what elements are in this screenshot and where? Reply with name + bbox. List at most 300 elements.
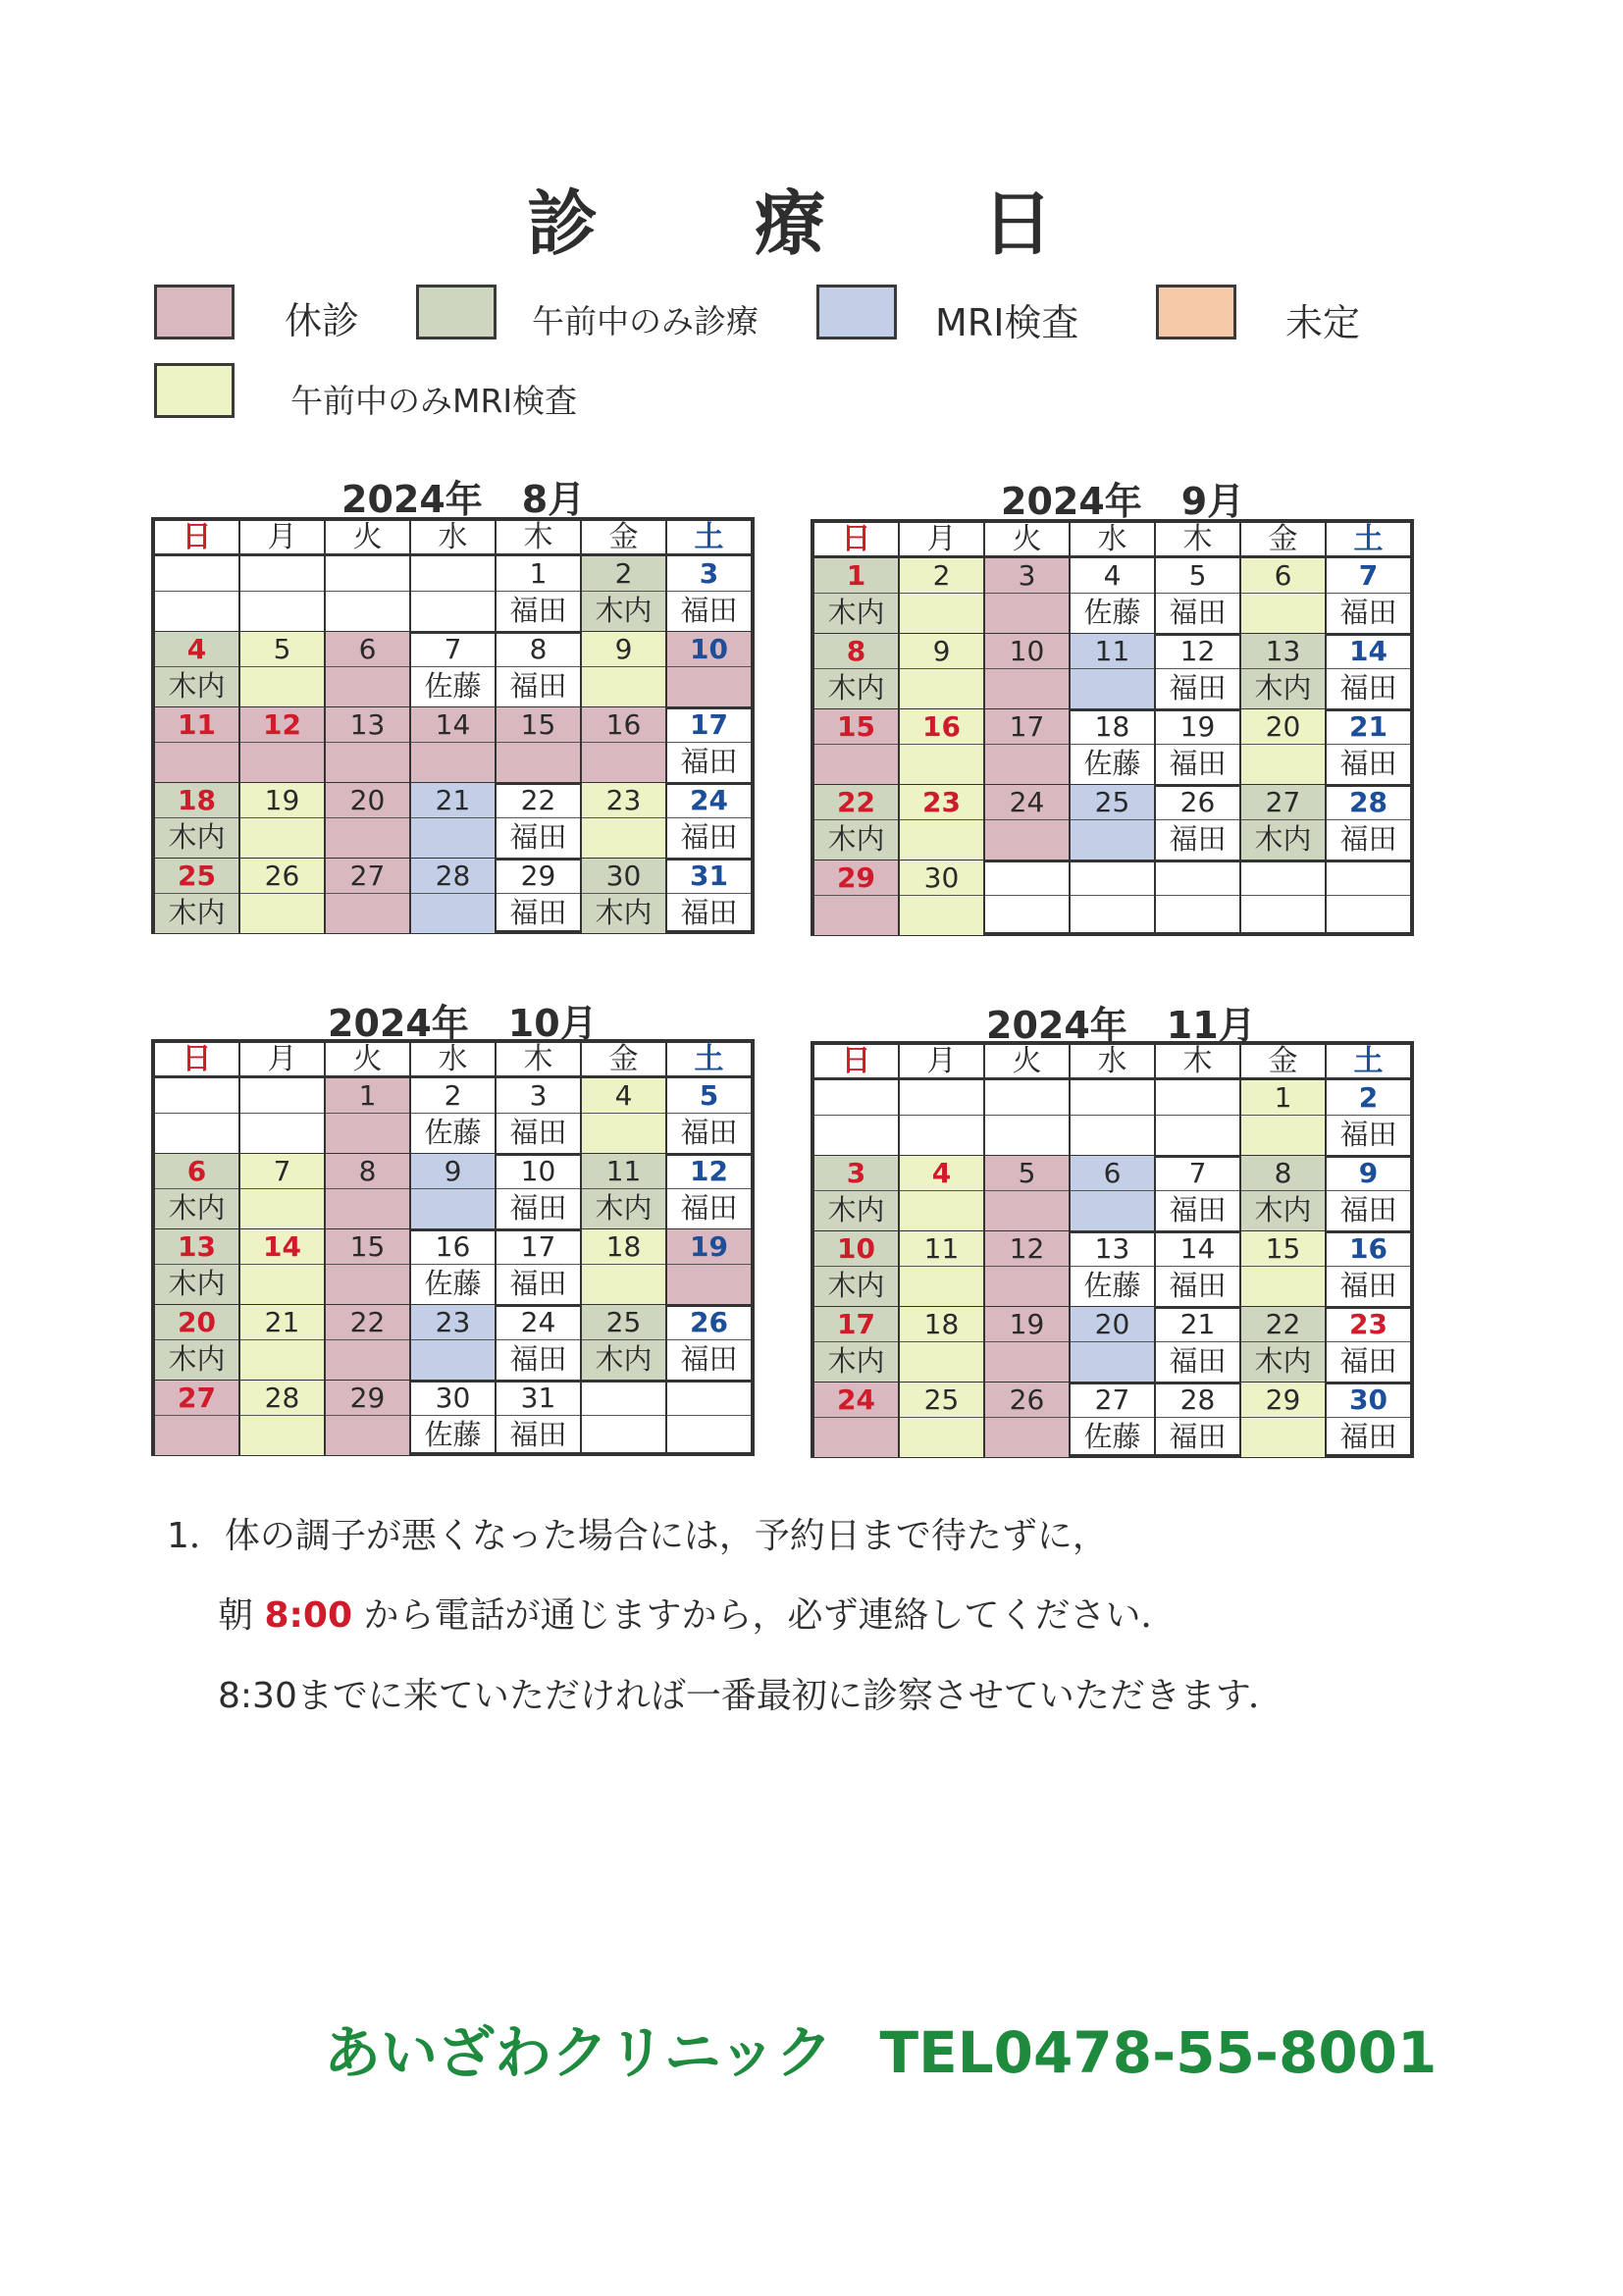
calendar-day <box>1154 558 1239 633</box>
day-number: 20 <box>326 783 409 818</box>
day-number: 20 <box>1071 1307 1154 1342</box>
calendar-day <box>580 1078 665 1153</box>
weekday-label: 金 <box>1239 523 1325 555</box>
day-number: 3 <box>814 1156 898 1191</box>
day-number: 17 <box>497 1229 580 1265</box>
day-doctor: 木内 <box>168 1342 226 1376</box>
week-row <box>155 556 751 634</box>
day-doctor <box>240 1265 324 1304</box>
day-number <box>155 1078 238 1114</box>
calendar-day <box>814 861 898 935</box>
day-doctor: 福田 <box>1339 1118 1397 1151</box>
day-number: 17 <box>985 709 1069 745</box>
day-number: 8 <box>497 632 580 667</box>
day-number: 3 <box>985 558 1069 594</box>
calendar-day <box>238 707 324 782</box>
weekday-label: 日 <box>841 522 871 556</box>
calendar-day <box>1325 709 1410 784</box>
calendar-day <box>409 1381 495 1455</box>
day-doctor: 木内 <box>1254 671 1312 704</box>
day-doctor: 木内 <box>1254 1344 1312 1378</box>
day-doctor <box>497 743 580 782</box>
day-number: 11 <box>582 1154 665 1189</box>
day-number: 2 <box>1327 1080 1410 1116</box>
day-number: 4 <box>900 1156 983 1191</box>
weekday-label: 木 <box>1154 1045 1239 1077</box>
calendar-day <box>814 785 898 860</box>
day-number: 31 <box>497 1381 580 1416</box>
day-number <box>411 556 495 592</box>
day-number: 11 <box>155 707 238 743</box>
calendar-day <box>1069 785 1154 860</box>
day-number: 2 <box>900 558 983 594</box>
day-doctor <box>985 1267 1069 1306</box>
calendar-day <box>238 1305 324 1380</box>
day-doctor: 福田 <box>1339 1269 1397 1302</box>
day-doctor: 福田 <box>509 1116 567 1149</box>
day-doctor: 木内 <box>827 1344 885 1378</box>
day-number: 4 <box>582 1078 665 1114</box>
calendar-day <box>1239 785 1325 860</box>
calendar-day <box>1325 1383 1410 1457</box>
week-row <box>814 1231 1410 1309</box>
day-number: 7 <box>240 1154 324 1189</box>
day-number: 28 <box>1327 785 1410 820</box>
calendar-day <box>665 632 751 706</box>
calendar-day <box>238 1381 324 1455</box>
day-doctor <box>985 1342 1069 1382</box>
calendar-day <box>1325 861 1410 935</box>
day-number <box>985 1080 1069 1116</box>
weekday-label: 日 <box>182 520 212 554</box>
calendar-day <box>495 707 580 782</box>
calendar-day <box>1239 634 1325 708</box>
day-doctor <box>1071 820 1154 860</box>
calendar-day <box>155 1078 238 1153</box>
day-doctor <box>155 592 238 631</box>
calendar-day <box>1154 1156 1239 1230</box>
week-row <box>155 783 751 861</box>
day-doctor <box>582 818 665 858</box>
day-number: 23 <box>900 785 983 820</box>
day-number: 22 <box>497 783 580 818</box>
day-doctor <box>240 1416 324 1455</box>
calendar-day <box>580 556 665 631</box>
week-row <box>155 1381 751 1455</box>
day-doctor: 木内 <box>827 596 885 629</box>
calendar-day <box>409 556 495 631</box>
day-number: 25 <box>582 1305 665 1340</box>
day-doctor <box>411 592 495 631</box>
day-doctor: 福田 <box>509 1342 567 1376</box>
note-line-1: 1．体の調子が悪くなった場合には，予約日まで待たずに， <box>167 1516 1108 1556</box>
day-doctor <box>1327 896 1410 935</box>
calendar-nov <box>811 1041 1414 1458</box>
weekday-label: 木 <box>495 521 580 553</box>
day-doctor: 木内 <box>827 822 885 856</box>
calendar-day <box>1154 1231 1239 1306</box>
weekday-label: 水 <box>409 1043 495 1075</box>
weekday-label: 木 <box>495 1043 580 1075</box>
calendar-day <box>1239 1383 1325 1457</box>
legend-swatch-am-mri <box>154 363 235 418</box>
day-number: 10 <box>985 634 1069 669</box>
day-number: 2 <box>582 556 665 592</box>
legend-swatch-undecided <box>1156 285 1236 339</box>
week-row <box>814 1080 1410 1158</box>
calendar-day <box>983 634 1069 708</box>
day-doctor <box>582 667 665 706</box>
calendar-day <box>983 1307 1069 1382</box>
day-doctor: 福田 <box>509 1418 567 1451</box>
day-number: 20 <box>1241 709 1325 745</box>
week-row <box>155 707 751 785</box>
page-title: 診 療 日 <box>526 183 1096 265</box>
calendar-day <box>983 709 1069 784</box>
day-number: 21 <box>240 1305 324 1340</box>
calendar-month: 8月 <box>521 478 586 521</box>
calendar-day <box>495 1305 580 1380</box>
day-doctor <box>326 1416 409 1455</box>
day-number: 6 <box>1241 558 1325 594</box>
day-doctor: 木内 <box>168 896 226 929</box>
day-number: 25 <box>900 1383 983 1418</box>
day-doctor <box>667 1416 751 1455</box>
calendar-day <box>1069 1156 1154 1230</box>
note-line-2 <box>218 1588 1176 1638</box>
day-number: 23 <box>1327 1307 1410 1342</box>
calendar-day <box>155 1229 238 1304</box>
day-doctor: 佐藤 <box>424 1418 482 1451</box>
calendar-day <box>898 1080 983 1155</box>
day-doctor <box>900 1418 983 1457</box>
day-doctor: 福田 <box>680 745 738 778</box>
day-doctor <box>985 1191 1069 1230</box>
day-doctor <box>1071 896 1154 935</box>
day-doctor <box>582 1114 665 1153</box>
calendar-day <box>1239 1231 1325 1306</box>
weekday-header <box>814 523 1410 558</box>
day-number: 27 <box>326 859 409 894</box>
day-number: 1 <box>497 556 580 592</box>
day-doctor: 木内 <box>168 1191 226 1225</box>
calendar-day <box>324 783 409 858</box>
calendar-day <box>1069 1080 1154 1155</box>
calendar-day <box>238 556 324 631</box>
calendar-month: 9月 <box>1180 480 1245 523</box>
day-doctor <box>240 894 324 933</box>
day-doctor: 福田 <box>1339 1193 1397 1226</box>
day-number <box>1241 861 1325 896</box>
day-number: 5 <box>667 1078 751 1114</box>
day-doctor: 福田 <box>1169 822 1227 856</box>
calendar-day <box>898 1383 983 1457</box>
day-doctor <box>326 667 409 706</box>
calendar-day <box>1239 709 1325 784</box>
week-row <box>814 558 1410 636</box>
day-doctor: 福田 <box>1339 671 1397 704</box>
calendar-day <box>814 1080 898 1155</box>
calendar-day <box>983 1080 1069 1155</box>
calendar-day <box>409 1229 495 1304</box>
day-doctor <box>985 820 1069 860</box>
note-line-2-b: から電話が通じますから，必ず連絡してください． <box>352 1595 1177 1636</box>
day-doctor <box>411 1189 495 1228</box>
clinic-tel: TEL0478-55-8001 <box>879 2019 1438 2086</box>
day-doctor: 佐藤 <box>1083 1269 1141 1302</box>
day-number: 27 <box>1071 1383 1154 1418</box>
calendar-day <box>409 632 495 706</box>
day-number: 19 <box>667 1229 751 1265</box>
day-number: 1 <box>814 558 898 594</box>
day-number: 5 <box>240 632 324 667</box>
day-doctor <box>326 1114 409 1153</box>
day-doctor <box>1071 1116 1154 1155</box>
calendar-day <box>324 859 409 933</box>
day-doctor: 福田 <box>1339 747 1397 780</box>
calendar-day <box>814 634 898 708</box>
day-number: 15 <box>1241 1231 1325 1267</box>
day-doctor <box>814 1418 898 1457</box>
day-number: 25 <box>1071 785 1154 820</box>
day-doctor: 福田 <box>1169 671 1227 704</box>
day-doctor: 福田 <box>680 1342 738 1376</box>
day-number: 1 <box>1241 1080 1325 1116</box>
legend-label-closed: 休診 <box>285 299 360 342</box>
day-doctor <box>985 896 1069 935</box>
day-number: 7 <box>1156 1156 1239 1191</box>
calendar-day <box>580 859 665 933</box>
day-doctor <box>1071 669 1154 708</box>
day-number: 24 <box>985 785 1069 820</box>
day-number <box>1071 1080 1154 1116</box>
weekday-label: 火 <box>324 1043 409 1075</box>
day-doctor: 佐藤 <box>424 1116 482 1149</box>
day-doctor <box>582 743 665 782</box>
day-doctor: 福田 <box>1339 822 1397 856</box>
calendar-title-aug <box>341 469 585 523</box>
day-number: 30 <box>900 861 983 896</box>
day-doctor <box>1241 1267 1325 1306</box>
day-number: 19 <box>1156 709 1239 745</box>
calendar-day <box>1154 785 1239 860</box>
day-doctor <box>900 745 983 784</box>
weekday-label: 水 <box>1069 523 1154 555</box>
day-number: 6 <box>155 1154 238 1189</box>
day-doctor <box>900 820 983 860</box>
day-number: 12 <box>667 1154 751 1189</box>
calendar-day <box>983 861 1069 935</box>
day-doctor <box>240 1340 324 1380</box>
day-number: 17 <box>814 1307 898 1342</box>
day-doctor <box>900 896 983 935</box>
day-number: 18 <box>582 1229 665 1265</box>
day-number: 8 <box>1241 1156 1325 1191</box>
day-number: 17 <box>667 707 751 743</box>
calendar-day <box>155 707 238 782</box>
day-doctor: 福田 <box>509 1267 567 1300</box>
day-number: 3 <box>497 1078 580 1114</box>
day-doctor: 佐藤 <box>1083 1420 1141 1453</box>
day-doctor <box>900 669 983 708</box>
week-row <box>814 861 1410 935</box>
day-number: 1 <box>326 1078 409 1114</box>
day-doctor <box>985 745 1069 784</box>
legend-swatch-am <box>416 285 497 339</box>
calendar-year: 2024年 <box>328 1002 469 1045</box>
calendar-day <box>1069 558 1154 633</box>
day-number <box>326 556 409 592</box>
day-number: 29 <box>814 861 898 896</box>
calendar-day <box>495 783 580 858</box>
day-doctor <box>155 743 238 782</box>
day-doctor: 福田 <box>509 896 567 929</box>
day-doctor: 木内 <box>595 896 653 929</box>
day-doctor: 福田 <box>509 669 567 703</box>
day-number <box>1071 861 1154 896</box>
weekday-header <box>155 1043 751 1078</box>
day-number: 13 <box>1071 1231 1154 1267</box>
day-number: 9 <box>1327 1156 1410 1191</box>
day-number: 29 <box>1241 1383 1325 1418</box>
day-doctor <box>240 1114 324 1153</box>
day-number: 15 <box>326 1229 409 1265</box>
day-doctor <box>1156 1116 1239 1155</box>
calendar-day <box>580 1154 665 1228</box>
day-doctor: 福田 <box>509 820 567 854</box>
day-doctor <box>985 594 1069 633</box>
day-number: 30 <box>1327 1383 1410 1418</box>
day-number: 13 <box>155 1229 238 1265</box>
legend-swatch-closed <box>154 285 235 339</box>
weekday-label: 火 <box>324 521 409 553</box>
day-doctor <box>1156 896 1239 935</box>
day-number <box>1156 1080 1239 1116</box>
day-doctor <box>900 1267 983 1306</box>
day-doctor <box>240 818 324 858</box>
day-number: 31 <box>667 859 751 894</box>
week-row <box>155 1154 751 1231</box>
weekday-label: 火 <box>983 1045 1069 1077</box>
day-doctor <box>1241 1116 1325 1155</box>
day-number: 24 <box>667 783 751 818</box>
day-number: 19 <box>985 1307 1069 1342</box>
day-doctor: 福田 <box>680 820 738 854</box>
day-number: 10 <box>667 632 751 667</box>
day-doctor <box>985 1116 1069 1155</box>
calendar-day <box>983 1383 1069 1457</box>
day-number: 18 <box>900 1307 983 1342</box>
note-line-2-a: 朝 <box>218 1595 265 1636</box>
day-doctor: 木内 <box>1254 822 1312 856</box>
day-number: 5 <box>1156 558 1239 594</box>
day-doctor <box>814 1116 898 1155</box>
note-time: 8:00 <box>264 1595 352 1636</box>
calendar-day <box>665 707 751 782</box>
calendar-day <box>1154 709 1239 784</box>
calendar-day <box>665 1078 751 1153</box>
calendar-day <box>495 1154 580 1228</box>
calendar-day <box>665 859 751 933</box>
calendar-day <box>1325 634 1410 708</box>
day-doctor <box>326 1189 409 1228</box>
calendar-day <box>1239 1156 1325 1230</box>
week-row <box>814 709 1410 787</box>
day-number: 7 <box>411 632 495 667</box>
day-doctor: 福田 <box>1169 747 1227 780</box>
calendar-day <box>324 632 409 706</box>
day-number: 26 <box>667 1305 751 1340</box>
calendar-year: 2024年 <box>986 1004 1127 1047</box>
day-number: 24 <box>814 1383 898 1418</box>
calendar-day <box>155 859 238 933</box>
calendar-day <box>580 1381 665 1455</box>
day-doctor <box>411 818 495 858</box>
weekday-label: 月 <box>898 523 983 555</box>
day-doctor <box>240 743 324 782</box>
week-row <box>155 1078 751 1156</box>
day-number: 22 <box>814 785 898 820</box>
day-number <box>667 1381 751 1416</box>
day-number: 27 <box>155 1381 238 1416</box>
legend-label-mri: MRI検査 <box>935 301 1079 344</box>
weekday-label: 月 <box>238 1043 324 1075</box>
calendar-day <box>324 707 409 782</box>
day-number: 25 <box>155 859 238 894</box>
calendar-day <box>1069 1383 1154 1457</box>
day-doctor <box>814 745 898 784</box>
calendar-day <box>155 1381 238 1455</box>
day-doctor: 福田 <box>1339 1420 1397 1453</box>
day-doctor <box>667 1265 751 1304</box>
day-doctor <box>582 1265 665 1304</box>
calendar-day <box>580 1229 665 1304</box>
day-doctor <box>240 1189 324 1228</box>
day-doctor <box>411 743 495 782</box>
day-number: 16 <box>582 707 665 743</box>
calendar-title-sep <box>1001 471 1244 525</box>
day-number <box>814 1080 898 1116</box>
day-doctor <box>985 669 1069 708</box>
weekday-label: 日 <box>841 1044 871 1078</box>
weekday-header <box>814 1045 1410 1080</box>
day-number <box>155 556 238 592</box>
day-number <box>240 1078 324 1114</box>
calendar-aug <box>151 517 755 934</box>
calendar-day <box>814 1156 898 1230</box>
day-number: 29 <box>326 1381 409 1416</box>
calendar-day <box>1069 861 1154 935</box>
calendar-day <box>495 859 580 933</box>
day-doctor <box>1241 745 1325 784</box>
day-number: 14 <box>411 707 495 743</box>
day-doctor: 木内 <box>1254 1193 1312 1226</box>
calendar-day <box>238 1078 324 1153</box>
calendar-day <box>495 632 580 706</box>
week-row <box>814 785 1410 862</box>
calendar-day <box>898 861 983 935</box>
day-doctor: 福田 <box>1169 1193 1227 1226</box>
day-doctor: 佐藤 <box>1083 747 1141 780</box>
day-number: 26 <box>240 859 324 894</box>
day-doctor <box>326 894 409 933</box>
calendar-day <box>665 1305 751 1380</box>
day-doctor: 福田 <box>1169 1344 1227 1378</box>
day-doctor <box>1241 594 1325 633</box>
day-doctor <box>411 894 495 933</box>
calendar-day <box>238 1229 324 1304</box>
calendar-day <box>1239 558 1325 633</box>
